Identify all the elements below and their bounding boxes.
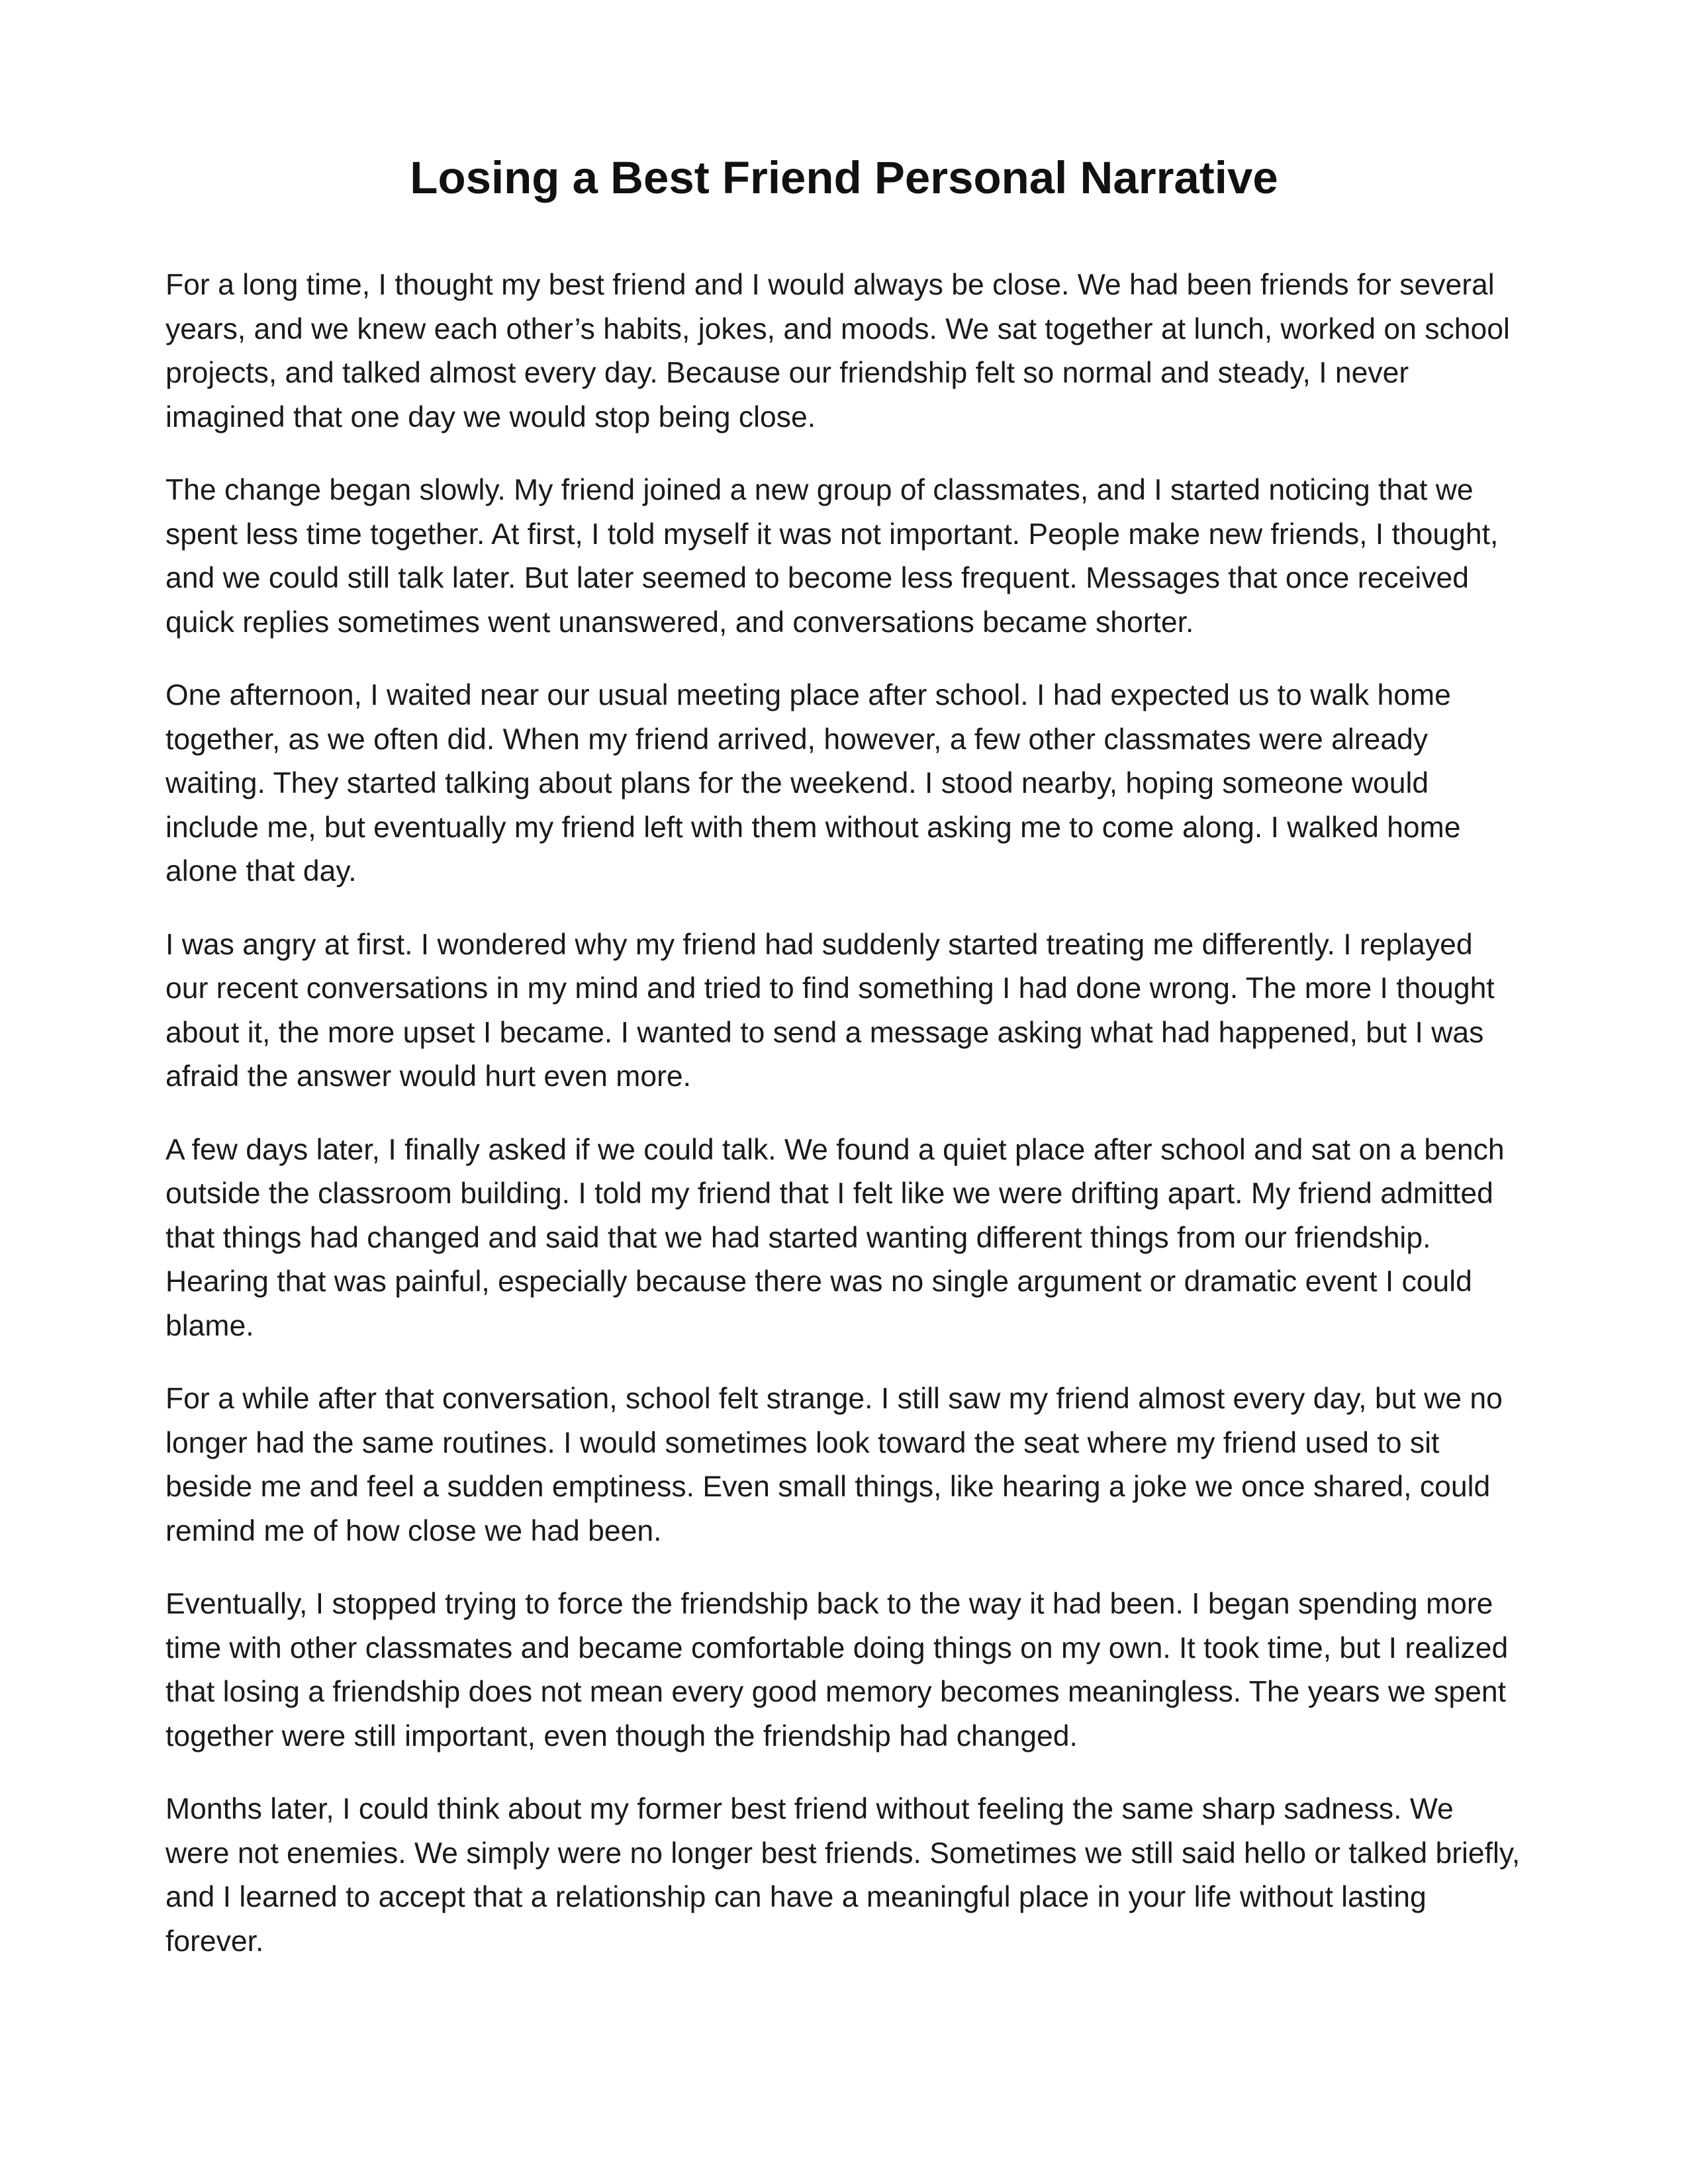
paragraph-8: Months later, I could think about my former best friend without feeling the same sharp sadness. We were not enemies. We simply were no longer best friends. Sometimes we still said hello or talked briefly, and I learned to accept that a relationship can have a meaningful place in your life without lasting forever.: [165, 1793, 1521, 1958]
paragraph-7: Eventually, I stopped trying to force the friendship back to the way it had been. I began spending more time with other classmates and became comfortable doing things on my own. It took time, but I realized that losing a friendship does not mean every good memory becomes meaningless. The years we spent together were still important, even though the friendship had changed.: [165, 1588, 1509, 1752]
paragraph-2: The change began slowly. My friend joined a new group of classmates, and I started noticing that we spent less time together. At first, I told myself it was not important. People make new friends, I thought, and we could still talk later. But later seemed to become less frequent. Messages that once received quick replies sometimes went unanswered, and conversations became shorter.: [165, 474, 1499, 639]
paragraph-1: For a long time, I thought my best friend and I would always be close. We had been friends for several years, and we knew each other’s habits, jokes, and moods. We sat together at lunch, worked on school projects, and talked almost every day. Because our friendship felt so normal and steady, I never imagined that one day we would stop being close.: [165, 269, 1510, 433]
paragraph-4: I was angry at first. I wondered why my friend had suddenly started treating me differently. I replayed our recent conversations in my mind and tried to find something I had done wrong. The more I thought about it, the more upset I became. I wanted to send a message asking what had happened, but I was afraid the answer would hurt even more.: [165, 928, 1495, 1093]
paragraph-5: A few days later, I finally asked if we could talk. We found a quiet place after school and sat on a bench outside the classroom building. I told my friend that I felt like we were drifting apart. My friend admitted that things had changed and said that we had started wanting different things from our friendship. Hearing that was painful, especially because there was no single argument or dramatic event I could blame.: [165, 1133, 1505, 1342]
paragraph-3: One afternoon, I waited near our usual meeting place after school. I had expected us to walk home together, as we often did. When my friend arrived, however, a few other classmates were already waiting. They started talking about plans for the weekend. I stood nearby, hoping someone would include me, but eventually my friend left with them without asking me to come along. I walked home alone that day.: [165, 679, 1461, 887]
document-title: Losing a Best Friend Personal Narrative: [410, 152, 1278, 203]
document-body: [165, 263, 1523, 1993]
paragraph-6: For a while after that conversation, school felt strange. I still saw my friend almost every day, but we no longer had the same routines. I would sometimes look toward the seat where my friend used to sit beside me and feel a sudden emptiness. Even small things, like hearing a joke we once shared, could remind me of how close we had been.: [165, 1383, 1503, 1547]
